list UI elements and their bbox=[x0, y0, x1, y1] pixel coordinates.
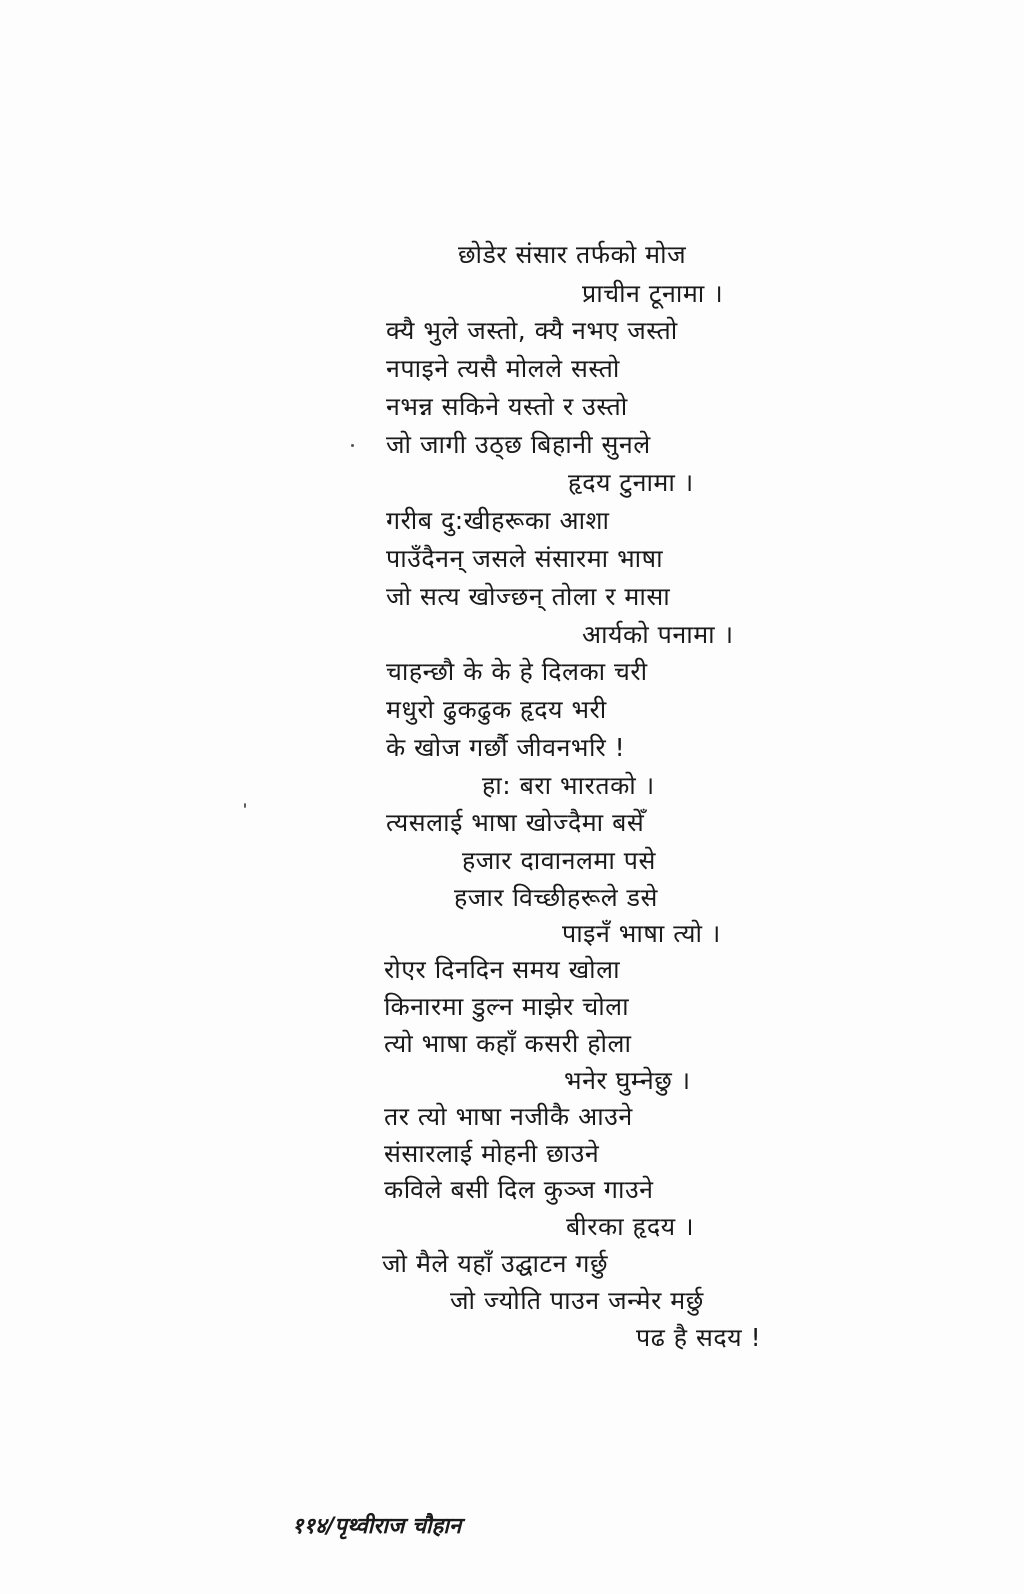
poem-line: तर त्यो भाषा नजीकै आउने bbox=[384, 1102, 633, 1131]
poem-line: हजार विच्छीहरूले डसे bbox=[454, 883, 658, 912]
poem-line: छोडेर संसार तर्फको मोज bbox=[458, 240, 687, 269]
poem-line: हृदय टुनामा । bbox=[568, 468, 694, 497]
poem-line: पाइनँ भाषा त्यो । bbox=[562, 919, 721, 948]
poem-line: जो जागी उठ्छ बिहानी सुनले bbox=[386, 430, 651, 459]
poem-line: जो मैले यहाँ उद्घाटन गर्छु bbox=[382, 1249, 609, 1278]
poem-line: आर्यको पनामा । bbox=[582, 620, 734, 649]
poem-line: नपाइने त्यसै मोलले सस्तो bbox=[386, 354, 620, 383]
poem-line: प्राचीन टूनामा । bbox=[582, 279, 724, 308]
poem-line: पढ है सदय ! bbox=[636, 1323, 762, 1352]
poem-line: भनेर घुम्नेछु । bbox=[564, 1066, 691, 1095]
poem-line: जो सत्य खोज्छन् तोला र मासा bbox=[386, 582, 671, 611]
poem-line: रोएर दिनदिन समय खोला bbox=[384, 955, 621, 984]
print-speck bbox=[351, 444, 354, 447]
print-speck bbox=[244, 803, 246, 808]
poem-line: चाहन्छौ के के हे दिलका चरी bbox=[386, 657, 648, 686]
poem-line: कविले बसी दिल कुञ्ज गाउने bbox=[384, 1175, 654, 1204]
poem-line: के खोज गर्छौ जीवनभरि ! bbox=[386, 733, 626, 762]
poem-line: गरीब दु:खीहरूका आशा bbox=[386, 506, 610, 535]
poem-line: नभन्न सकिने यस्तो र उस्तो bbox=[386, 392, 628, 421]
poem-line: जो ज्योति पाउन जन्मेर मर्छु bbox=[450, 1286, 704, 1315]
poem-line: संसारलाई मोहनी छाउने bbox=[384, 1139, 600, 1168]
page-footer: ११४/पृथ्वीराज चौहान bbox=[292, 1514, 462, 1539]
poem-line: किनारमा डुल्न माझेर चोला bbox=[384, 992, 630, 1021]
poem-line: हजार दावानलमा पसे bbox=[462, 846, 656, 875]
poem-line: मधुरो ढुकढुक हृदय भरी bbox=[386, 695, 607, 724]
poem-line: बीरका हृदय । bbox=[566, 1212, 695, 1241]
poem-line: त्यो भाषा कहाँ कसरी होला bbox=[384, 1029, 632, 1058]
poem-line: पाउँदैनन् जसले संसारमा भाषा bbox=[386, 544, 664, 573]
poem-line: क्यै भुले जस्तो, क्यै नभए जस्तो bbox=[386, 316, 678, 345]
poem-line: त्यसलाई भाषा खोज्दैमा बसेँ bbox=[386, 808, 645, 837]
poem-line: हा: बरा भारतको । bbox=[482, 771, 655, 800]
